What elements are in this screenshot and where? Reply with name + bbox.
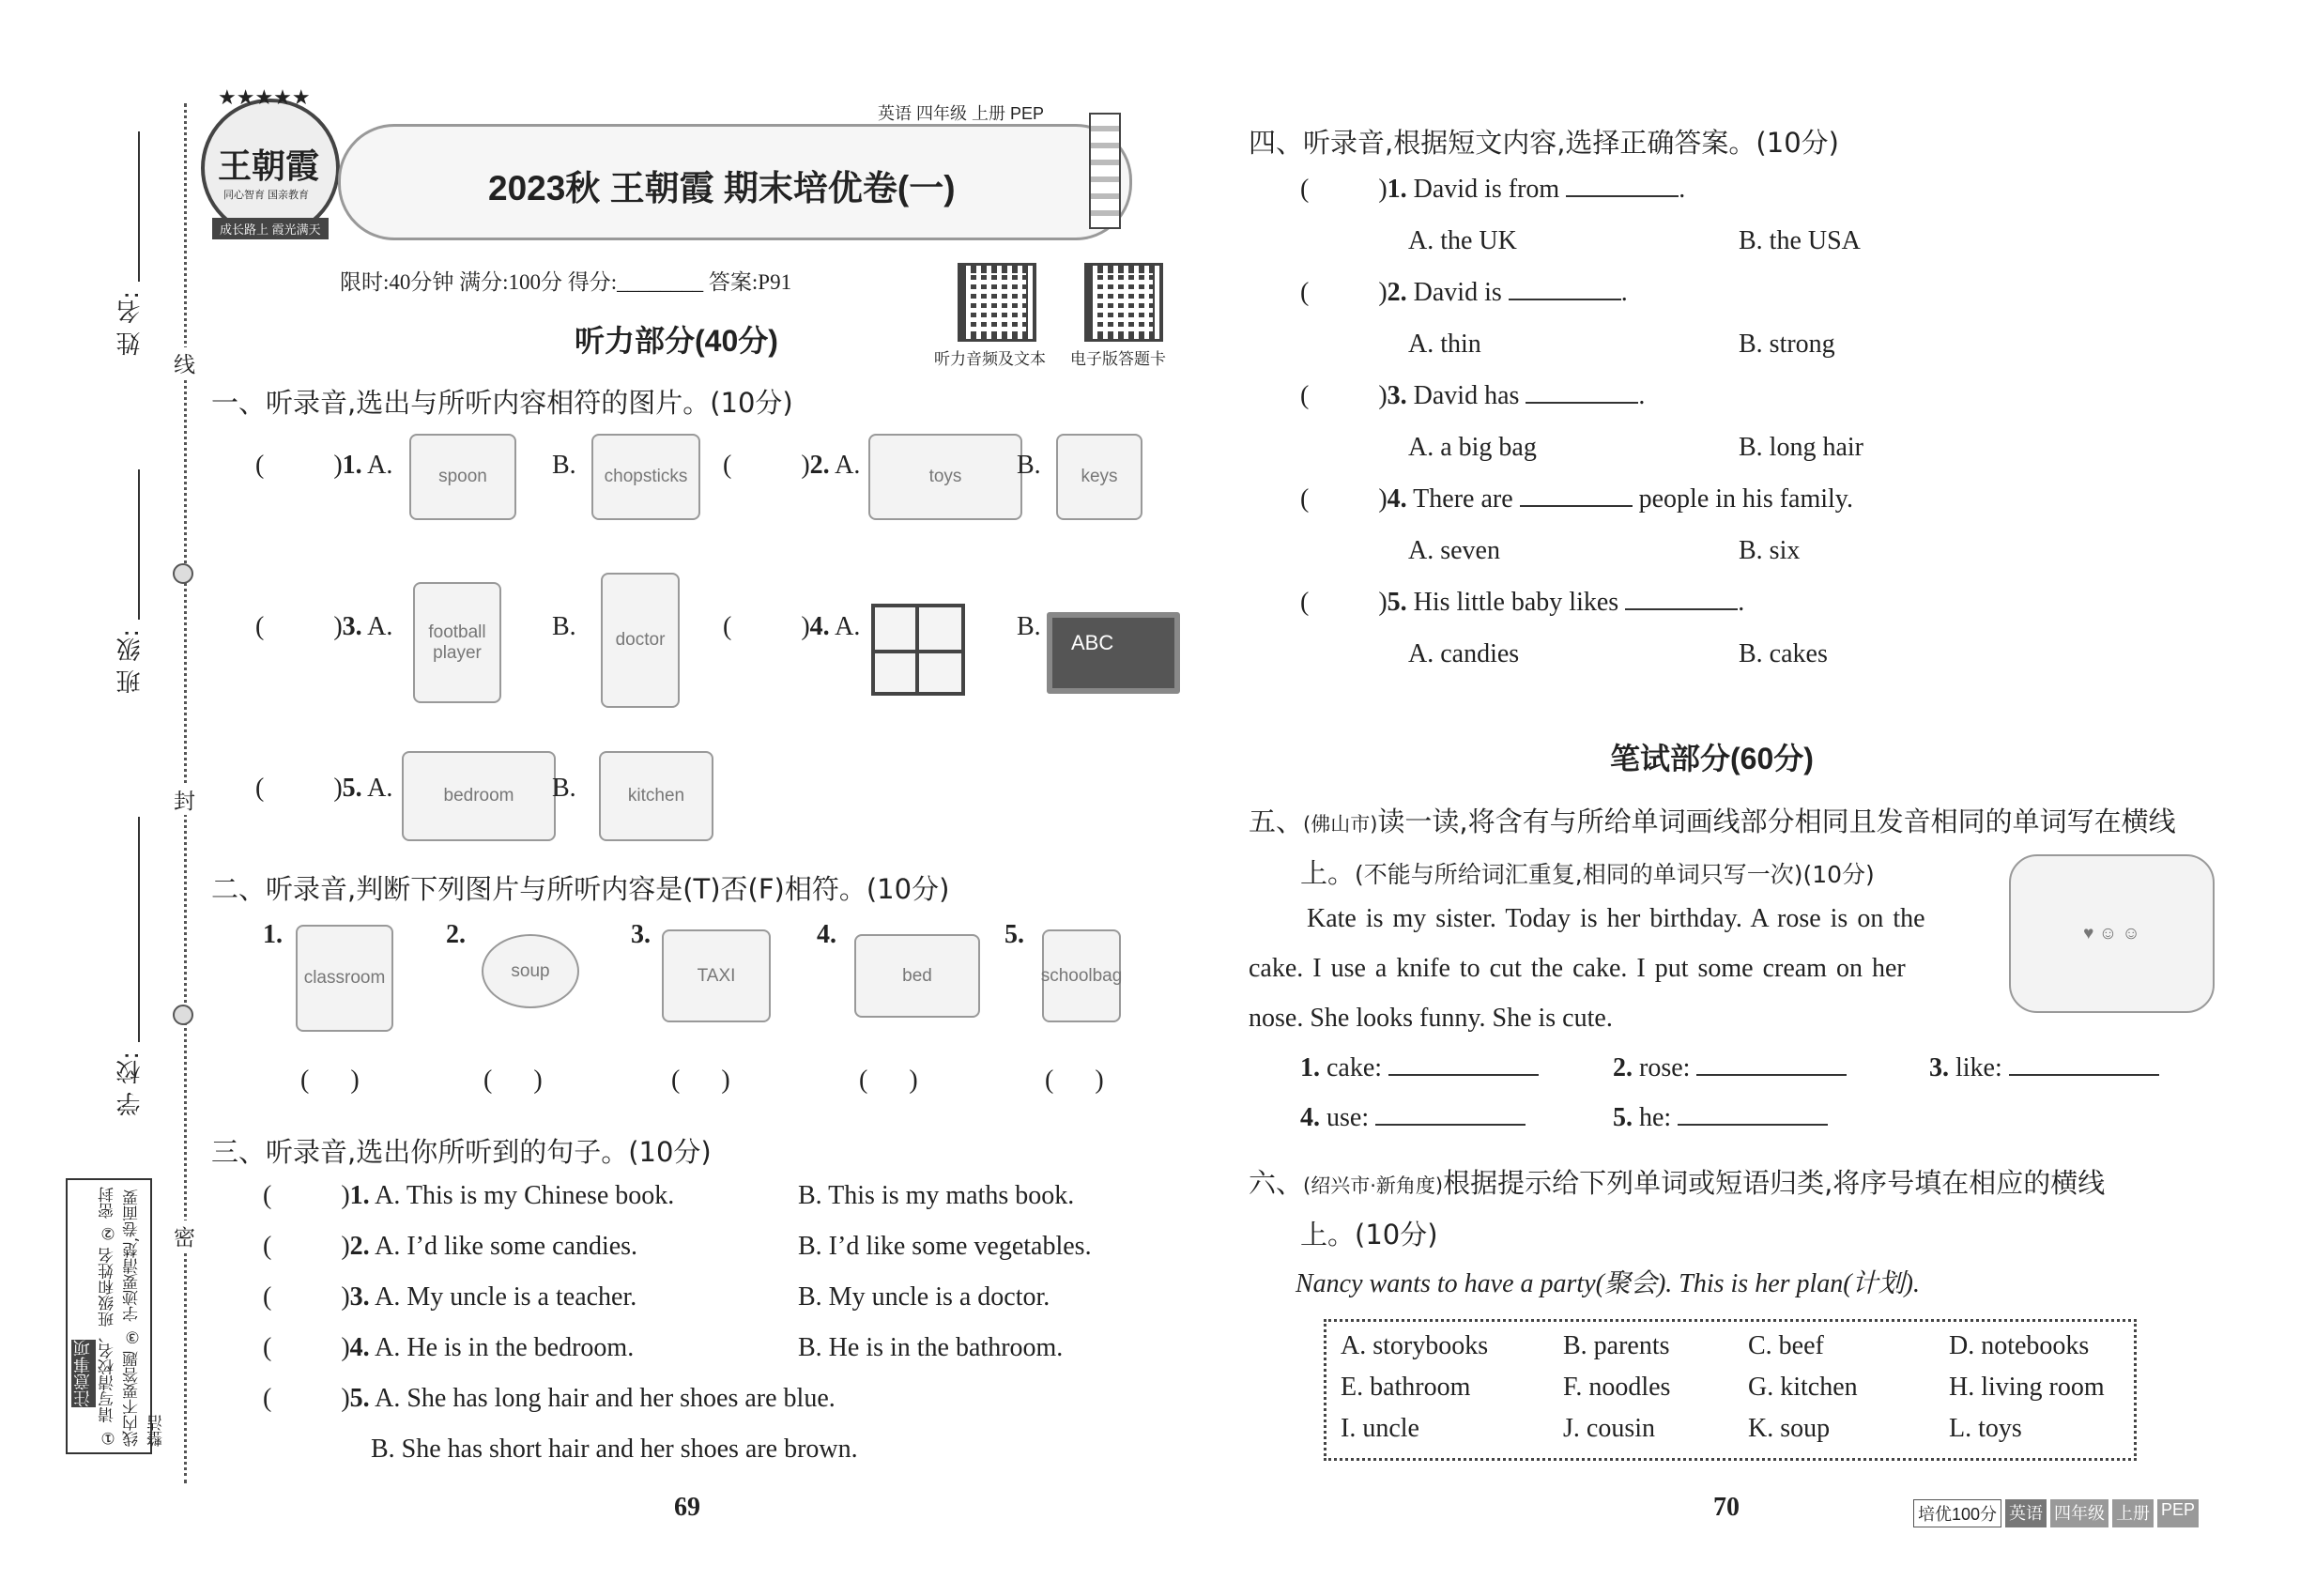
q1-item4-img-a[interactable] bbox=[871, 604, 965, 696]
q4-item3-a: A. a big bag bbox=[1408, 433, 1537, 462]
q6-opt-K: K. soup bbox=[1748, 1414, 1831, 1443]
q3-item3-b: B. My uncle is a doctor. bbox=[798, 1282, 1050, 1312]
logo-text: 王朝霞 bbox=[218, 147, 320, 185]
q5-word2-num: 2. bbox=[1613, 1053, 1633, 1082]
q4-item2-a: A. thin bbox=[1408, 330, 1481, 359]
school-line bbox=[138, 817, 140, 1042]
q1-item4-b: B. bbox=[1017, 612, 1041, 641]
q1-item3: ( )3. A. bbox=[255, 612, 393, 641]
q4-item4-q: There are bbox=[1413, 484, 1513, 514]
q5-word4-num: 4. bbox=[1300, 1103, 1320, 1132]
name-line bbox=[138, 131, 140, 282]
q1-item4-img-b[interactable] bbox=[1047, 612, 1180, 694]
page-number-left: 69 bbox=[674, 1493, 700, 1522]
q2-item1-num: 1. bbox=[263, 920, 283, 949]
q5-word1-blank[interactable] bbox=[1388, 1074, 1539, 1076]
q5-prefix: 五、 bbox=[1249, 806, 1304, 837]
q2-item2-img[interactable]: soup bbox=[482, 934, 579, 1008]
q4-item4: ( )4. There are people in his family. bbox=[1300, 484, 1853, 514]
q4-item2-q: David is bbox=[1413, 278, 1502, 307]
q6-intro: Nancy wants to have a party(聚会). This is her plan(计划). bbox=[1296, 1269, 1920, 1298]
logo-sub: 同心智育 国亲教育 bbox=[223, 190, 310, 201]
q1-item3-a: A. bbox=[367, 612, 393, 641]
q1-item2-num: 2. bbox=[809, 451, 830, 480]
q1-item1-b: B. bbox=[552, 451, 576, 480]
q1-item1-num: 1. bbox=[342, 451, 362, 480]
q1-item1-img-b[interactable]: chopsticks bbox=[591, 434, 700, 520]
q4-item1: ( )1. David is from . bbox=[1300, 175, 1686, 204]
binding-hole-2 bbox=[173, 1005, 193, 1025]
q3-title: 三、听录音,选出你所听到的句子。(10分) bbox=[211, 1136, 712, 1168]
cut-mark-2: 封 bbox=[174, 784, 195, 815]
q2-answer-2[interactable]: ( ) bbox=[483, 1066, 543, 1095]
q2-answer-4[interactable]: ( ) bbox=[859, 1066, 918, 1095]
qr-code-answer-card[interactable] bbox=[1084, 263, 1163, 342]
q4-item3-q: David has bbox=[1413, 381, 1520, 410]
q3-item5: ( )5. A. She has long hair and her shoes are blue. bbox=[263, 1384, 836, 1413]
q5-title bbox=[1249, 801, 2176, 839]
taxi-sign: TAXI bbox=[697, 965, 736, 986]
q1-item5-b: B. bbox=[552, 774, 576, 803]
q1-item1-a: A. bbox=[367, 451, 393, 480]
notice-box bbox=[66, 1178, 166, 1454]
header-meta: 英语 四年级 上册 PEP bbox=[878, 104, 1045, 123]
q3-item1: ( )1. A. This is my Chinese book. bbox=[263, 1181, 675, 1210]
q3-item5-num: 5. bbox=[349, 1384, 370, 1413]
q3-item3-num: 3. bbox=[349, 1282, 370, 1312]
q5-word1-num: 1. bbox=[1300, 1053, 1320, 1082]
q1-item2-a: A. bbox=[835, 451, 861, 480]
q1-item3-b: B. bbox=[552, 612, 576, 641]
q5-word4-label: use: bbox=[1326, 1103, 1370, 1132]
q6-opt-E: E. bathroom bbox=[1341, 1373, 1471, 1402]
q5-word1-label: cake: bbox=[1326, 1053, 1383, 1082]
q1-item2: ( )2. A. bbox=[723, 451, 861, 480]
q1-item4-a: A. bbox=[835, 612, 861, 641]
q1-item1-img-a[interactable]: spoon bbox=[409, 434, 516, 520]
notice-text: ① 请写清校名、班级和姓名 ② 密封线内不要答题 ③ 字迹要清楚,卷面要整洁 bbox=[99, 1186, 166, 1447]
lighthouse-icon bbox=[1089, 113, 1121, 229]
q4-item1-a: A. the UK bbox=[1408, 226, 1517, 255]
q1-item4: ( )4. A. bbox=[723, 612, 861, 641]
q4-item2: ( )2. David is . bbox=[1300, 278, 1628, 307]
blackboard-text: ABC bbox=[1071, 631, 1114, 654]
q2-item3-img[interactable] bbox=[662, 929, 771, 1022]
q4-item5-q: His little baby likes bbox=[1413, 588, 1619, 617]
page-number-right: 70 bbox=[1713, 1493, 1740, 1522]
q4-item5-b: B. cakes bbox=[1739, 639, 1828, 668]
q3-item4: ( )4. A. He is in the bedroom. bbox=[263, 1333, 635, 1362]
q6-opt-D: D. notebooks bbox=[1949, 1331, 2090, 1360]
q5-word5-blank[interactable] bbox=[1678, 1124, 1828, 1126]
q4-item3: ( )3. David has . bbox=[1300, 381, 1646, 410]
footer-tag-4: PEP bbox=[2157, 1499, 2199, 1527]
q2-item4-img[interactable]: bed bbox=[854, 934, 980, 1018]
q6-opt-C: C. beef bbox=[1748, 1331, 1824, 1360]
q1-item1: ( )1. A. bbox=[255, 451, 393, 480]
binding-hole-1 bbox=[173, 563, 193, 584]
q4-item5-num: 5. bbox=[1387, 588, 1407, 617]
notice-title: 注意事项 bbox=[71, 1340, 96, 1407]
q5-word3-blank[interactable] bbox=[2009, 1074, 2159, 1076]
q4-item5: ( )5. His little baby likes . bbox=[1300, 588, 1745, 617]
logo-stars: ★★★★★ bbox=[218, 85, 311, 109]
q6-opt-L: L. toys bbox=[1949, 1414, 2022, 1443]
qr-code-audio[interactable] bbox=[958, 263, 1036, 342]
logo-ribbon: 成长路上 霞光满天 bbox=[212, 218, 329, 239]
q4-title: 四、听录音,根据短文内容,选择正确答案。(10分) bbox=[1249, 127, 1839, 159]
q4-item3-num: 3. bbox=[1387, 381, 1407, 410]
q2-item5-img[interactable]: schoolbag bbox=[1042, 929, 1121, 1022]
q5-title-line2 bbox=[1300, 852, 1875, 891]
footer-tag-2: 四年级 bbox=[2050, 1499, 2108, 1527]
q5-passage-line1: Kate is my sister. Today is her birthday. A rose is on the bbox=[1307, 904, 1925, 933]
cut-mark-3: 密 bbox=[174, 1220, 195, 1251]
q5-title-text: 读一读,将含有与所给单词画线部分相同且发音相同的单词写在横线 bbox=[1377, 806, 2176, 837]
q6-source: (绍兴市·新角度) bbox=[1303, 1174, 1444, 1197]
q4-item2-q2: . bbox=[1620, 278, 1628, 307]
footer-brand: 培优100分 bbox=[1913, 1499, 2001, 1527]
logo bbox=[201, 85, 340, 238]
q6-opt-I: I. uncle bbox=[1341, 1414, 1419, 1443]
q1-item5: ( )5. A. bbox=[255, 774, 393, 803]
q4-item4-b: B. six bbox=[1739, 536, 1801, 565]
q5-word1 bbox=[1300, 1053, 1539, 1083]
q5-word5-num: 5. bbox=[1613, 1103, 1633, 1132]
q1-item2-img-a[interactable]: toys bbox=[868, 434, 1022, 520]
q4-item1-q: David is from bbox=[1413, 175, 1560, 204]
q2-answer-5[interactable]: ( ) bbox=[1045, 1066, 1104, 1095]
q3-item5-a: A. She has long hair and her shoes are blue. bbox=[375, 1384, 836, 1413]
q1-item3-img-a[interactable]: football player bbox=[413, 582, 501, 703]
qr2-label: 电子版答题卡 bbox=[1070, 350, 1166, 368]
q5-passage-line3: nose. She looks funny. She is cute. bbox=[1249, 1004, 1613, 1033]
q5-word2-blank[interactable] bbox=[1696, 1074, 1847, 1076]
q3-item3-a: A. My uncle is a teacher. bbox=[375, 1282, 637, 1312]
cut-mark-1: 线 bbox=[174, 347, 195, 378]
q1-item3-img-b[interactable]: doctor bbox=[601, 573, 680, 708]
q2-answer-3[interactable]: ( ) bbox=[671, 1066, 730, 1095]
q6-opt-H: H. living room bbox=[1949, 1373, 2105, 1402]
q1-item5-a: A. bbox=[367, 774, 393, 803]
qr1-label: 听力音频及文本 bbox=[934, 350, 1046, 368]
q6-opt-G: G. kitchen bbox=[1748, 1373, 1858, 1402]
written-title: 笔试部分(60分) bbox=[1610, 742, 1814, 775]
q3-item2-num: 2. bbox=[349, 1232, 370, 1261]
q3-item5-b: B. She has short hair and her shoes are brown. bbox=[371, 1435, 858, 1464]
q3-item4-b: B. He is in the bathroom. bbox=[798, 1333, 1064, 1362]
q6-opt-A: A. storybooks bbox=[1341, 1331, 1489, 1360]
q4-item5-a: A. candies bbox=[1408, 639, 1520, 668]
q5-note: (不能与所给词汇重复,相同的单词只写一次)(10分) bbox=[1355, 861, 1875, 888]
q5-title2: 上。 bbox=[1300, 857, 1356, 889]
q2-item4-num: 4. bbox=[817, 920, 836, 949]
q4-item3-q2: . bbox=[1638, 381, 1646, 410]
q3-item3: ( )3. A. My uncle is a teacher. bbox=[263, 1282, 637, 1312]
q3-item1-a: A. This is my Chinese book. bbox=[375, 1181, 675, 1210]
q5-word3-num: 3. bbox=[1929, 1053, 1949, 1082]
q1-item5-img-b[interactable]: kitchen bbox=[599, 751, 713, 841]
q6-prefix: 六、 bbox=[1249, 1167, 1304, 1199]
q4-item4-q2: people in his family. bbox=[1638, 484, 1853, 514]
q5-word3-label: like: bbox=[1955, 1053, 2002, 1082]
q2-item5-num: 5. bbox=[1004, 920, 1024, 949]
q4-item2-num: 2. bbox=[1387, 278, 1407, 307]
q6-title-line2: 上。(10分) bbox=[1300, 1219, 1438, 1251]
q5-word5-label: he: bbox=[1639, 1103, 1672, 1132]
q6-opt-B: B. parents bbox=[1563, 1331, 1670, 1360]
q3-item2-a: A. I’d like some candies. bbox=[375, 1232, 638, 1261]
q5-word5 bbox=[1613, 1103, 1828, 1133]
footer-tag-1: 英语 bbox=[2005, 1499, 2047, 1527]
q1-item4-num: 4. bbox=[809, 612, 830, 641]
exam-info: 限时:40分钟 满分:100分 得分:________ 答案:P91 bbox=[340, 270, 792, 294]
q6-opt-F: F. noodles bbox=[1563, 1373, 1671, 1402]
q6-title-text: 根据提示给下列单词或短语归类,将序号填在相应的横线 bbox=[1443, 1167, 2106, 1199]
q4-item3-b: B. long hair bbox=[1739, 433, 1863, 462]
footer-tag bbox=[1913, 1499, 2199, 1527]
q1-item5-num: 5. bbox=[342, 774, 362, 803]
q3-item1-b: B. This is my maths book. bbox=[798, 1181, 1075, 1210]
q1-title: 一、听录音,选出与所听内容相符的图片。(10分) bbox=[211, 387, 793, 419]
q5-word2-label: rose: bbox=[1639, 1053, 1691, 1082]
name-label: 姓 名: bbox=[116, 291, 145, 357]
listening-title: 听力部分(40分) bbox=[575, 324, 778, 358]
q3-item1-num: 1. bbox=[349, 1181, 370, 1210]
q4-item5-q2: . bbox=[1738, 588, 1745, 617]
q1-item3-num: 3. bbox=[342, 612, 362, 641]
q2-item1-img[interactable]: classroom bbox=[296, 925, 393, 1032]
q2-item3-num: 3. bbox=[631, 920, 651, 949]
q4-item4-num: 4. bbox=[1387, 484, 1407, 514]
q3-item2: ( )2. A. I’d like some candies. bbox=[263, 1232, 638, 1261]
page-title: 2023秋 王朝霞 期末培优卷(一) bbox=[488, 169, 956, 207]
q4-item1-q2: . bbox=[1679, 175, 1686, 204]
q4-item2-b: B. strong bbox=[1739, 330, 1835, 359]
q4-item4-a: A. seven bbox=[1408, 536, 1500, 565]
q5-source: (佛山市) bbox=[1303, 813, 1378, 836]
q5-illustration: ♥ ☺ ☺ bbox=[2009, 854, 2215, 1013]
q3-item4-num: 4. bbox=[349, 1333, 370, 1362]
q5-word3 bbox=[1929, 1053, 2159, 1083]
q3-item4-a: A. He is in the bedroom. bbox=[375, 1333, 635, 1362]
q2-answer-1[interactable]: ( ) bbox=[300, 1066, 360, 1095]
q5-passage-line2: cake. I use a knife to cut the cake. I put some cream on her bbox=[1249, 954, 1906, 983]
q4-item1-b: B. the USA bbox=[1739, 226, 1861, 255]
class-label: 班 级: bbox=[116, 629, 145, 695]
q2-item2-num: 2. bbox=[446, 920, 466, 949]
class-line bbox=[138, 469, 140, 620]
school-label: 学 校: bbox=[116, 1051, 145, 1117]
q3-item2-b: B. I’d like some vegetables. bbox=[798, 1232, 1092, 1261]
q1-item2-b: B. bbox=[1017, 451, 1041, 480]
footer-tag-3: 上册 bbox=[2112, 1499, 2154, 1527]
q5-word4-blank[interactable] bbox=[1375, 1124, 1526, 1126]
q5-word2 bbox=[1613, 1053, 1847, 1083]
q5-word4 bbox=[1300, 1103, 1526, 1133]
q1-item5-img-a[interactable]: bedroom bbox=[402, 751, 556, 841]
q2-title: 二、听录音,判断下列图片与所听内容是(T)否(F)相符。(10分) bbox=[211, 873, 950, 905]
q1-item2-img-b[interactable]: keys bbox=[1056, 434, 1142, 520]
q6-title bbox=[1249, 1162, 2105, 1201]
q4-item1-num: 1. bbox=[1387, 175, 1407, 204]
q6-opt-J: J. cousin bbox=[1563, 1414, 1655, 1443]
